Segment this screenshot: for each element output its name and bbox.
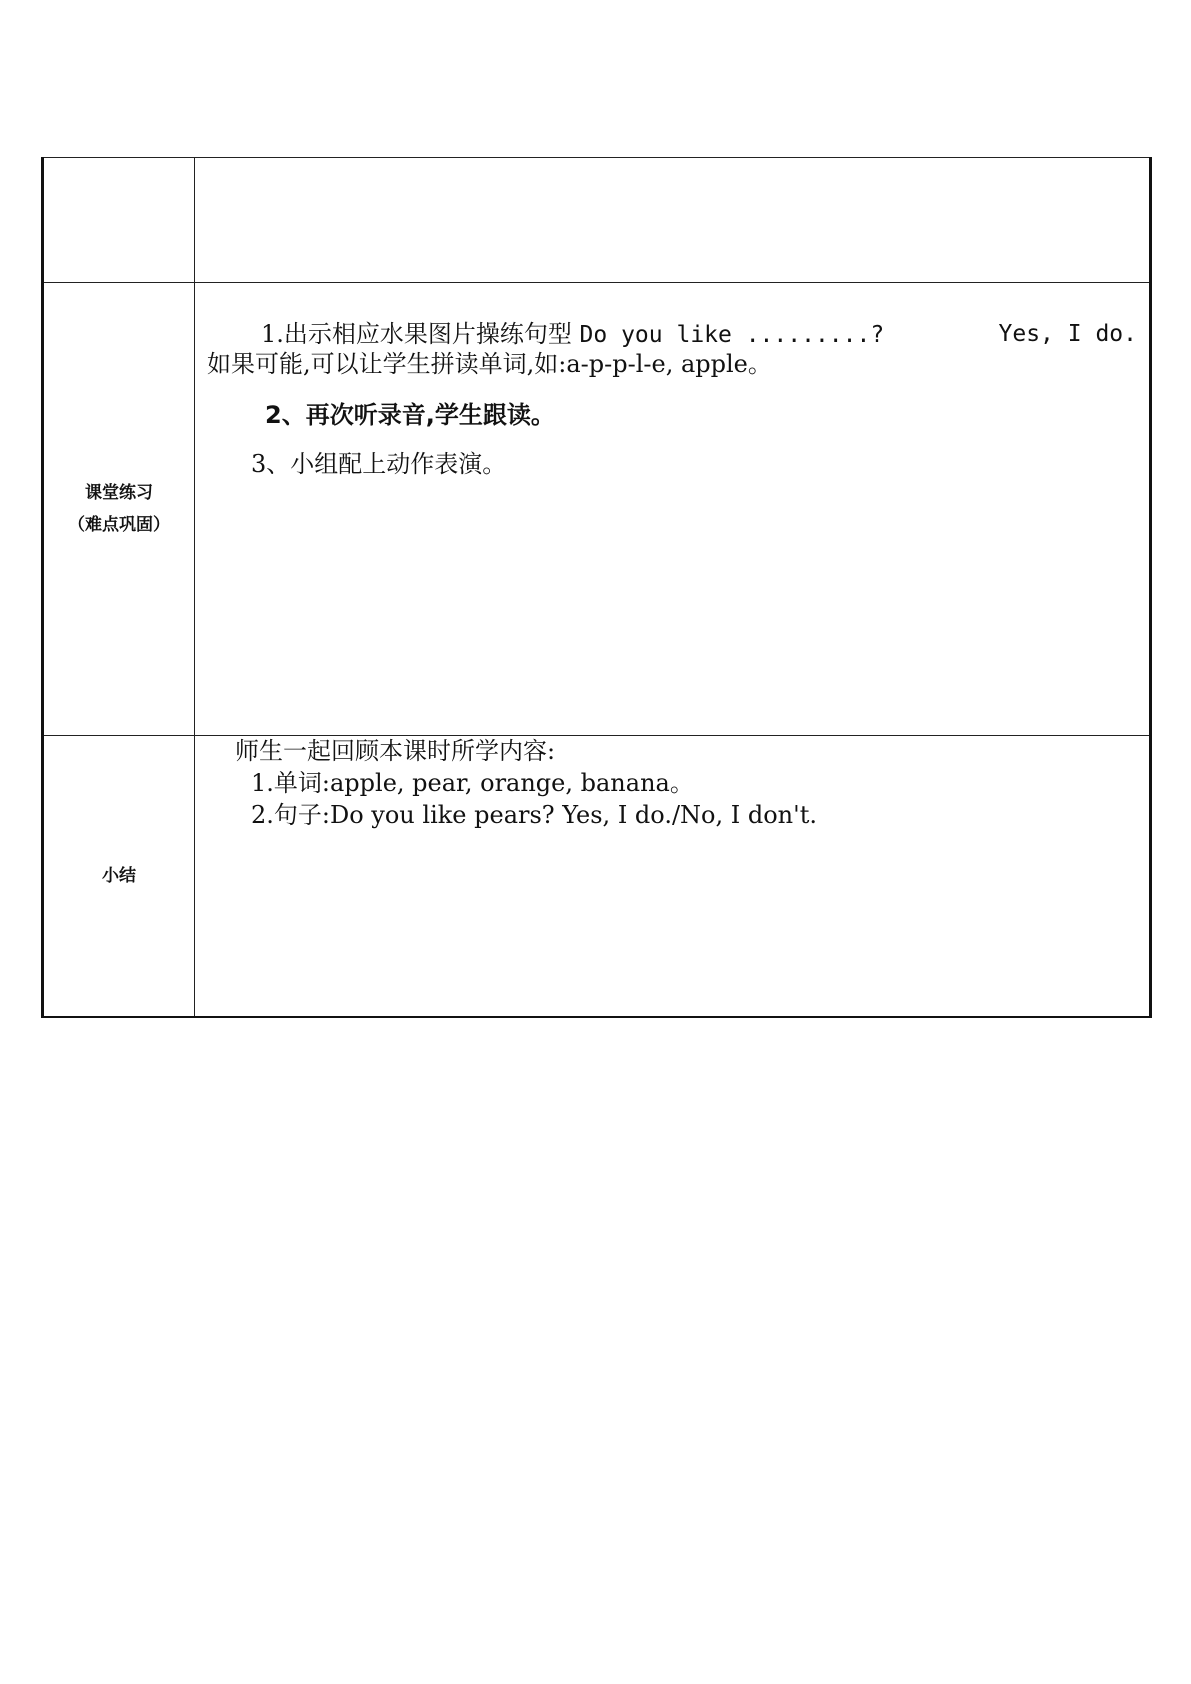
practice-item-1-pattern: Do you like .........? [579,322,885,348]
practice-label-title: 课堂练习 [85,483,153,503]
practice-item-3: 3、小组配上动作表演。 [251,450,507,478]
summary-intro: 师生一起回顾本课时所学内容: [235,737,556,765]
table-row-practice [43,283,1151,736]
row-content-cell [195,158,1151,283]
practice-item-1-lead [261,319,884,350]
summary-item-words: 1.单词:apple, pear, orange, banana。 [251,769,694,797]
table-row-top [43,158,1151,283]
summary-content-cell [195,736,1151,1018]
row-label-cell [43,158,195,283]
summary-label-title: 小结 [102,866,136,886]
table-row-summary [43,736,1151,1018]
practice-item-1-text: 1.出示相应水果图片操练句型 [261,320,572,348]
practice-item-1-continuation: 如果可能,可以让学生拼读单词,如:a-p-p-l-e, apple。 [207,350,772,378]
practice-item-1 [261,319,1137,350]
summary-item-sentences: 2.句子:Do you like pears? Yes, I do./No, I don't. [251,801,817,829]
practice-item-1-answer: Yes, I do. [998,321,1137,347]
summary-label-cell [43,736,195,1018]
lesson-plan-table [41,157,1152,1018]
practice-item-2: 2、再次听录音,学生跟读。 [265,401,555,429]
practice-label-subtitle: （难点巩固） [68,515,170,535]
practice-label-cell [43,283,195,736]
practice-content-cell [195,283,1151,736]
